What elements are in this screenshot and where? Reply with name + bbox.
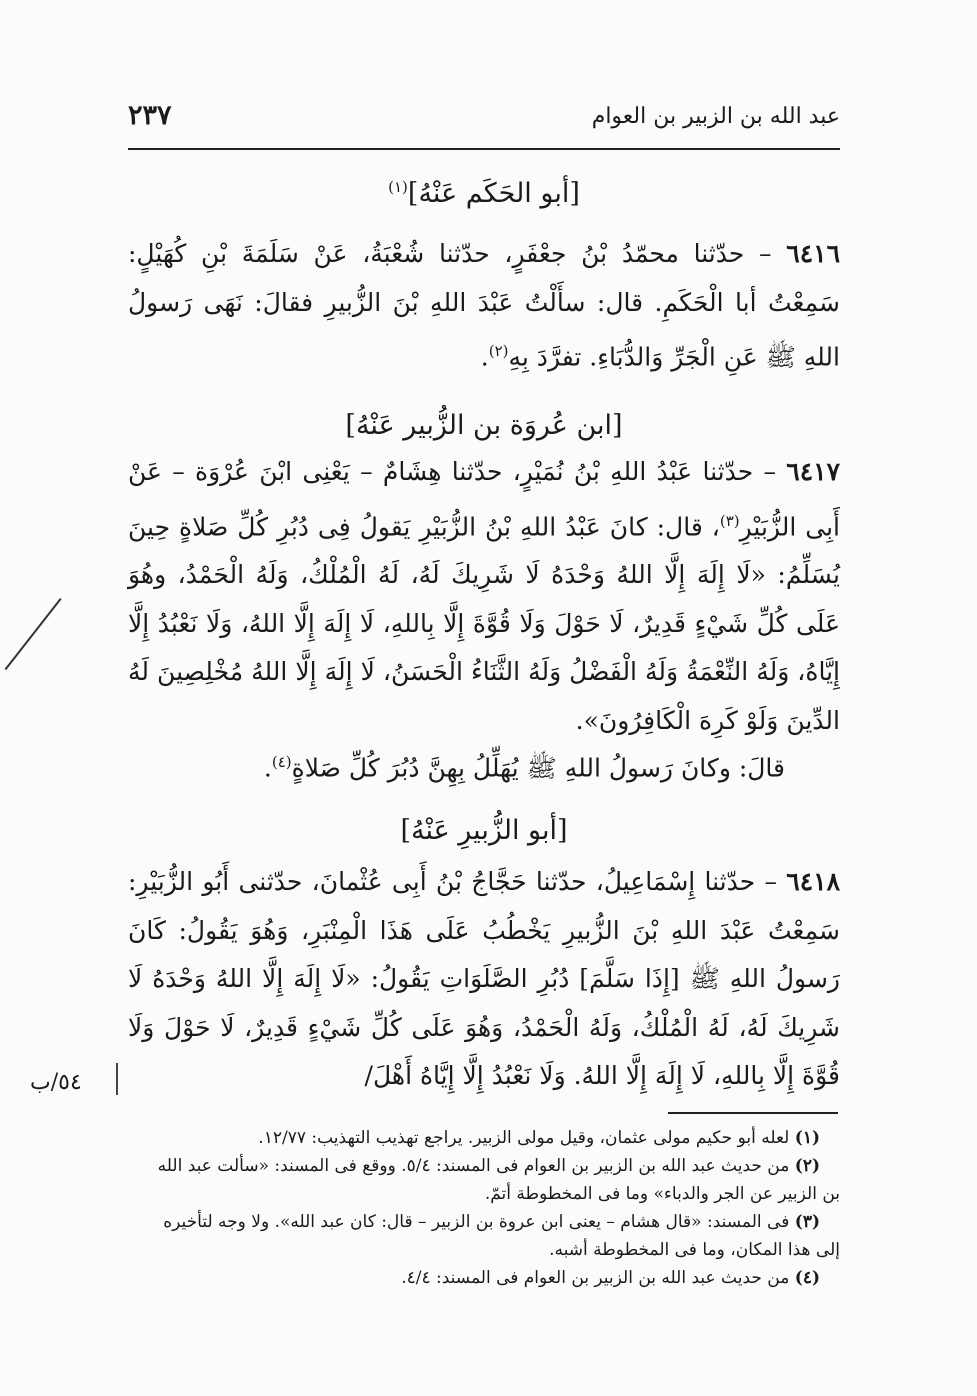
footnote-number: (١) (794, 1128, 820, 1148)
section-heading-text: [أبو الحَكَم عَنْهُ] (407, 178, 580, 209)
manuscript-folio-note: ٥٤/ب (30, 1070, 82, 1095)
hadith-text-part2: ، قال: كانَ عَبْدُ اللهِ بْنُ الزُّبَيْرِ يَقولُ فِى دُبُرِ كُلِّ صَلاةٍ حِينَ يُسَلِّمُ: «لَا إِلَهَ إِلَّا اللهُ وَحْدَهُ لَا شَرِيكَ لَهُ، لَهُ الْمُلْكُ، وَلَهُ الْحَمْدُ، وهُوَ عَلَى كُلِّ شَيْءٍ قَدِيرٌ، لَا حَوْلَ وَلَا قُوَّةَ إِلَّا بِاللهِ، لَا إِلَهَ إِلَّا اللهُ، وَلَا نَعْبُدُ إِلَّا إِيَّاهُ، وَلَهُ النِّعْمَةُ وَلَهُ الْفَضْلُ وَلَهُ الثَّنَاءُ الْحَسَنُ، لَا إِلَهَ إِلَّا اللهُ مُخْلِصِينَ لَهُ الدِّينَ وَلَوْ كَرِهَ الْكَافِرُونَ». (128, 511, 840, 735)
footnote-1 (150, 1124, 840, 1152)
header-rule (128, 148, 840, 150)
page-number: ٢٣٧ (128, 100, 172, 131)
footnote-number: (٤) (794, 1268, 820, 1288)
hadith-text-part3: قالَ: وكانَ رَسولُ اللهِ ﷺ يُهَلِّلُ بِهِنَّ دُبُرَ كُلِّ صَلاةٍ (291, 753, 785, 783)
section-heading-text: [ابن عُروَة بن الزُّبير عَنْهُ] (345, 410, 623, 441)
footnote-2 (150, 1152, 840, 1208)
hadith-number: ٦٤١٧ (786, 457, 841, 486)
section-heading-abu-al-hakam (128, 178, 840, 209)
footnote-number: (٣) (794, 1212, 820, 1232)
running-header (128, 100, 840, 142)
section-heading-ibn-urwa (128, 410, 840, 441)
hadith-number: ٦٤١٦ (786, 239, 840, 268)
hadith-number: ٦٤١٨ (786, 867, 841, 896)
footnote-text: من حديث عبد الله بن الزبير بن العوام فى المسند: ٥/٤. ووقع فى المسند: «سألت عبد الله بن الزبير عن الجر والدباء» وما فى المخطوطة أتمّ. (157, 1156, 840, 1204)
hadith-6416: ٦٤١٦ – حدّثنا محمّدُ بْنُ جعْفَرٍ، حدّثنا شُعْبَةُ، عَنْ سَلَمَةَ بْنِ كُهَيْلٍ: سَمِعْتُ أبا الْحَكَمِ. قال: سأَلْتُ عَبْدَ اللهِ بْنَ الزُّبيرِ فقالَ: نَهَى رَسولُ اللهِ ﷺ عَنِ الْجَرِّ وَالدُّبَاءِ. تفرَّدَ بِهِ$^{(٢)}$. (128, 239, 840, 372)
footnote-ref: (١) (388, 178, 408, 196)
running-title: عبد الله بن الزبير بن العوام (591, 104, 840, 129)
hadith-6418 (128, 858, 840, 1101)
footnotes (150, 1124, 840, 1292)
footnote-text: فى المسند: «قال هشام – يعنى ابن عروة بن الزبير – قال: كان عبد الله». ولا وجه لتأخيره إلى هذا المكان، وما فى المخطوطة أشبه. (163, 1212, 840, 1260)
footnote-ref: (٣) (719, 511, 740, 530)
footnote-3 (150, 1208, 840, 1264)
hadith-text-part1: – حدّثنا عَبْدُ اللهِ بْنُ نُمَيْرٍ، حدّثنا هِشَامٌ – يَعْنِى ابْنَ عُرْوَة – عَنْ أَبِى الزُّبَيْرِ (128, 457, 840, 541)
section-heading-abu-al-zubayr (128, 815, 840, 846)
footnote-rule (668, 1112, 838, 1114)
margin-divider (116, 1063, 118, 1095)
footnote-number: (٢) (794, 1156, 820, 1176)
footnote-text: لعله أبو حكيم مولى عثمان، وقيل مولى الزبير. يراجع تهذيب التهذيب: ١٢/٧٧. (258, 1128, 790, 1148)
footnote-text: من حديث عبد الله بن الزبير بن العوام فى المسند: ٤/٤. (401, 1268, 790, 1288)
margin-stroke (5, 598, 62, 670)
hadith-text: – حدّثنا إِسْمَاعِيلُ، حدّثنا حَجَّاجُ بْنُ أَبِى عُثْمانَ، حدّثنى أَبُو الزُّبَيْرِ: سَمِعْتُ عَبْدَ اللهِ بْنَ الزُّبيرِ يَخْطُبُ عَلَى هَذَا الْمِنْبَرِ، وَهُوَ يَقُولُ: كَانَ رَسولُ اللهِ ﷺ [إِذَا سَلَّمَ] دُبُرِ الصَّلَوَاتِ يَقُولُ: «لَا إِلَهَ إِلَّا اللهُ وَحْدَهُ لَا شَرِيكَ لَهُ، لَهُ الْمُلْكُ، وَلَهُ الْحَمْدُ، وَهُوَ عَلَى كُلِّ شَيْءٍ قَدِيرٌ، لَا حَوْلَ وَلَا قُوَّةَ إِلَّا بِاللهِ، لَا إِلَهَ إِلَّا اللهُ. وَلَا نَعْبُدُ إِلَّا إِيَّاهُ أَهْلَ/ (128, 867, 840, 1090)
hadith-6417 (128, 448, 840, 745)
footnote-4 (150, 1264, 840, 1292)
footnote-ref: (٤) (271, 753, 292, 771)
section-heading-text: [أبو الزُّبيرِ عَنْهُ] (400, 815, 568, 846)
hadith-text: – حدّثنا محمّدُ بْنُ جعْفَرٍ، حدّثنا شُعْبَةُ، عَنْ سَلَمَةَ بْنِ كُهَيْلٍ: سَمِعْتُ أبا الْحَكَمِ. قال: سأَلْتُ عَبْدَ اللهِ بْنَ الزُّبيرِ فقالَ: نَهَى رَسولُ اللهِ ﷺ عَنِ الْجَرِّ وَالدُّبَاءِ. تفرَّدَ بِهِ (128, 239, 840, 372)
footnote-ref: (٢) (488, 342, 509, 360)
hadith-6417-continuation: قالَ: وكانَ رَسولُ اللهِ ﷺ يُهَلِّلُ بِهِنَّ دُبُرَ كُلِّ صَلاةٍ$^{(٤)}$. (263, 753, 785, 783)
